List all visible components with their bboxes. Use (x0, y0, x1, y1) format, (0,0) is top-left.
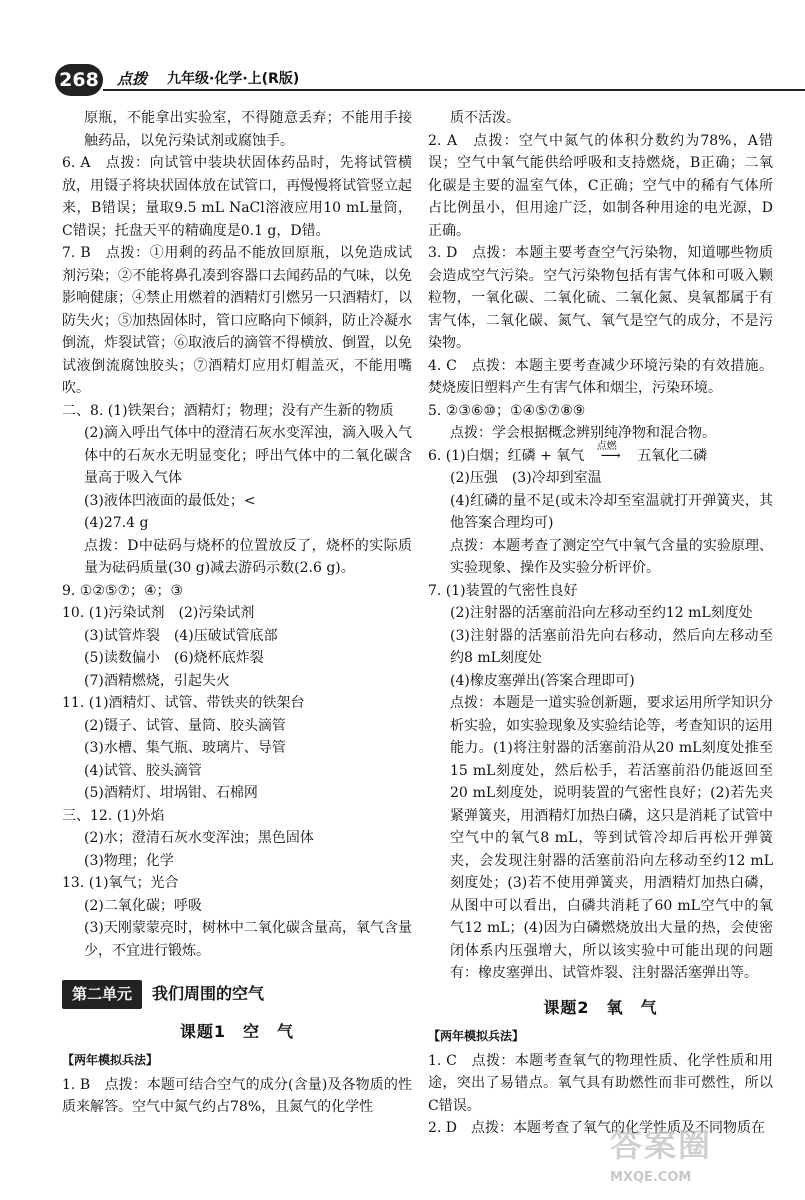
answer-paragraph: (2)注射器的活塞前沿向左移动至约12 mL刻度处 (450, 605, 753, 621)
answer-paragraph: (4)试管、胶头滴管 (84, 762, 202, 779)
answer-paragraph: 5. ②③⑥⑩；①④⑤⑦⑧⑨ (428, 402, 586, 419)
answer-paragraph: (2)压强 (3)冷却到室温 (450, 470, 602, 486)
answer-paragraph: 质不活泼。 (450, 110, 520, 126)
reaction-arrow (589, 440, 633, 468)
lesson1-title: 课题1 空 气 (179, 1021, 295, 1041)
unit-badge: 第二单元 (62, 980, 142, 1009)
answer-paragraph: (3)水槽、集气瓶、玻璃片、导管 (84, 740, 286, 756)
unit-title: 我们周围的空气 (152, 984, 265, 1003)
q6-line (428, 440, 773, 468)
answer-paragraph: 点拨：D中砝码与烧杯的位置放反了，烧杯的实际质量为砝码质量(30 g)减去游码示数(2.6 g)。 (84, 537, 412, 576)
answer-paragraph: (2)二氧化碳；呼吸 (84, 897, 202, 914)
answer-paragraph: (7)酒精燃烧，引起失火 (84, 672, 230, 689)
q6-prefix: 6. (1)白烟；红磷 + 氧气 (428, 447, 585, 464)
answer-paragraph: 11. (1)酒精灯、试管、带铁夹的铁架台 (62, 695, 305, 711)
answer-paragraph: 点拨：学会根据概念辨别纯净物和混合物。 (450, 425, 716, 441)
brand-name: 点拨 (117, 70, 148, 88)
watermark (610, 1120, 790, 1195)
page-number: 268 (55, 64, 103, 96)
right-answers (428, 107, 773, 445)
answer-paragraph: 6. A 点拨：向试管中装块状固体药品时，先将试管横放，用镊子将块状固体放在试管口，再慢慢将试管竖立起来，B错误；量取9.5 mL NaCl溶液应用10 mL量筒，C错误；托盘天平的精确度是0.1 g，D错。 (62, 155, 412, 239)
lesson2-title: 课题2 氧 气 (543, 997, 658, 1017)
answer-paragraph: 2. A 点拨：空气中氮气的体积分数约为78%，A错误；空气中氧气能供给呼吸和支持燃烧，B正确；二氧化碳是主要的温室气体，C正确；空气中的稀有气体所占比例虽小，但用途广泛，如制各种用途的电光源，D正确。 (428, 132, 773, 239)
watermark-logo: 答案圈 (610, 1126, 713, 1164)
answer-paragraph: 3. D 点拨：本题主要考查空气污染物，知道哪些物质会造成空气污染。空气污染物包括有害气体和可吸入颗粒物，一氧化碳、二氧化硫、二氧化氮、臭氧都属于有害气体，二氧化碳、氮气、氧气是空气的成分，不是污染物。 (428, 245, 773, 351)
unit-banner (62, 980, 412, 1009)
right-column (428, 107, 773, 1140)
answer-paragraph: 10. (1)污染试剂 (2)污染试剂 (62, 605, 255, 621)
answer-paragraph: (2)滴入呼出气体中的澄清石灰水变浑浊，滴入吸入气体中的石灰水无明显变化；呼出气体中的二氧化碳含量高于吸入气体 (84, 425, 412, 486)
answer-paragraph: 点拨：本题考查了测定空气中氧气含量的实验原理、实验现象、操作及实验分析评价。 (450, 537, 773, 576)
answer-paragraph: 9. ①②⑤⑦；④；③ (62, 582, 184, 599)
answer-paragraph: 1. B 点拨：本题可结合空气的成分(含量)及各物质的性质来解答。空气中氮气约占78%，且氮气的化学性 (62, 1076, 412, 1115)
header-rule (103, 89, 805, 91)
lesson1-answers (62, 1074, 412, 1119)
right-answers-2 (428, 467, 773, 985)
answer-paragraph: (4)27.4 g (84, 515, 149, 531)
answer-paragraph: (2)镊子、试管、量筒、胶头滴管 (84, 717, 286, 734)
answer-paragraph: 7. B 点拨：①用剩的药品不能放回原瓶，以免造成试剂污染；②不能将鼻孔凑到容器口去闻药品的气味，以免影响健康；④禁止用燃着的酒精灯引燃另一只酒精灯，以防失火；⑤加热固体时，管口应略向下倾斜，防止冷凝水倒流，炸裂试管；⑥取液后的滴管不得横放、倒置，以免试液倒流腐蚀胶头；⑦酒精灯应用灯帽盖灭，不能用嘴吹。 (62, 245, 412, 396)
answer-paragraph: 原瓶，不能拿出实验室，不得随意丢弃；不能用手接触药品，以免污染试剂或腐蚀手。 (84, 110, 412, 149)
page-header (55, 60, 775, 102)
answer-paragraph: 点拨：本题是一道实验创新题，要求运用所学知识分析实验，如实验现象及实验结论等，考查知识的运用能力。(1)将注射器的活塞前沿从20 mL刻度处推至15 mL刻度处，然后松手，若活塞前沿仍能返回至20 mL刻度处，说明装置的气密性良好；(2)若先夹紧弹簧夹，用酒精灯加热白磷，这只是消耗了试管中空气中的氧气8 mL，等到试管冷却后再松开弹簧夹，会发现注射器的活塞前沿向左移动至约12 mL刻度处；(3)若不使用弹簧夹，用酒精灯加热白磷，从图中可以看出，白磷共消耗了60 mL空气中的氧气12 mL；(4)因为白磷燃烧放出大量的热，会使密闭体系内压强增大，所以该实验中可能出现的问题有：橡皮塞弹出、试管炸裂、注射器活塞弹出等。 (450, 695, 773, 981)
answer-paragraph: (5)读数偏小 (6)烧杯底炸裂 (84, 650, 264, 666)
watermark-url: MXQE.COM (610, 1170, 692, 1185)
answer-paragraph: (3)注射器的活塞前沿先向右移动，然后向左移动至约8 mL刻度处 (450, 627, 773, 666)
left-answers (62, 107, 412, 962)
reaction-condition: 点燃 (596, 440, 617, 452)
answer-paragraph: (3)试管炸裂 (4)压破试管底部 (84, 627, 278, 644)
answer-paragraph: (4)红磷的量不足(或未冷却至室温就打开弹簧夹，其他答案合理均可) (450, 492, 773, 531)
answer-paragraph: (2)水；澄清石灰水变浑浊；黑色固体 (84, 830, 314, 846)
answer-paragraph: 二、8. (1)铁架台；酒精灯；物理；没有产生新的物质 (62, 402, 394, 419)
answer-paragraph: (4)橡皮塞弹出(答案合理即可) (450, 672, 635, 689)
left-column (62, 107, 412, 1119)
arrow-right-icon: ⟶ (600, 447, 621, 464)
answer-paragraph: (5)酒精灯、坩埚钳、石棉网 (84, 785, 258, 801)
book-title: 九年级·化学·上(R版) (167, 71, 300, 87)
answer-paragraph: 2. D 点拨：本题考查了氧气的化学性质及不同物质在 (428, 1120, 766, 1136)
answer-paragraph: 4. C 点拨：本题主要考查减少环境污染的有效措施。焚烧废旧塑料产生有害气体和烟尘，污染环境。 (428, 357, 773, 396)
lesson2-tag: 【两年模拟兵法】 (428, 1029, 525, 1043)
answer-paragraph: 1. C 点拨：本题考查氧气的物理性质、化学性质和用途，突出了易错点。氧气具有助燃性而非可燃性，所以C错误。 (428, 1052, 773, 1114)
answer-paragraph: (3)物理；化学 (84, 852, 174, 869)
answer-paragraph: 三、12. (1)外焰 (62, 807, 165, 824)
q6-product: 五氧化二磷 (637, 447, 708, 464)
answer-paragraph: 7. (1)装置的气密性良好 (428, 582, 578, 599)
lesson1-tag: 【两年模拟兵法】 (62, 1053, 159, 1067)
answer-paragraph: 13. (1)氧气；光合 (62, 875, 179, 891)
answer-paragraph: (3)天刚蒙蒙亮时，树林中二氧化碳含量高，氧气含量少，不宜进行锻炼。 (84, 920, 412, 959)
answer-paragraph: (3)液体凹液面的最低处；< (84, 492, 256, 509)
